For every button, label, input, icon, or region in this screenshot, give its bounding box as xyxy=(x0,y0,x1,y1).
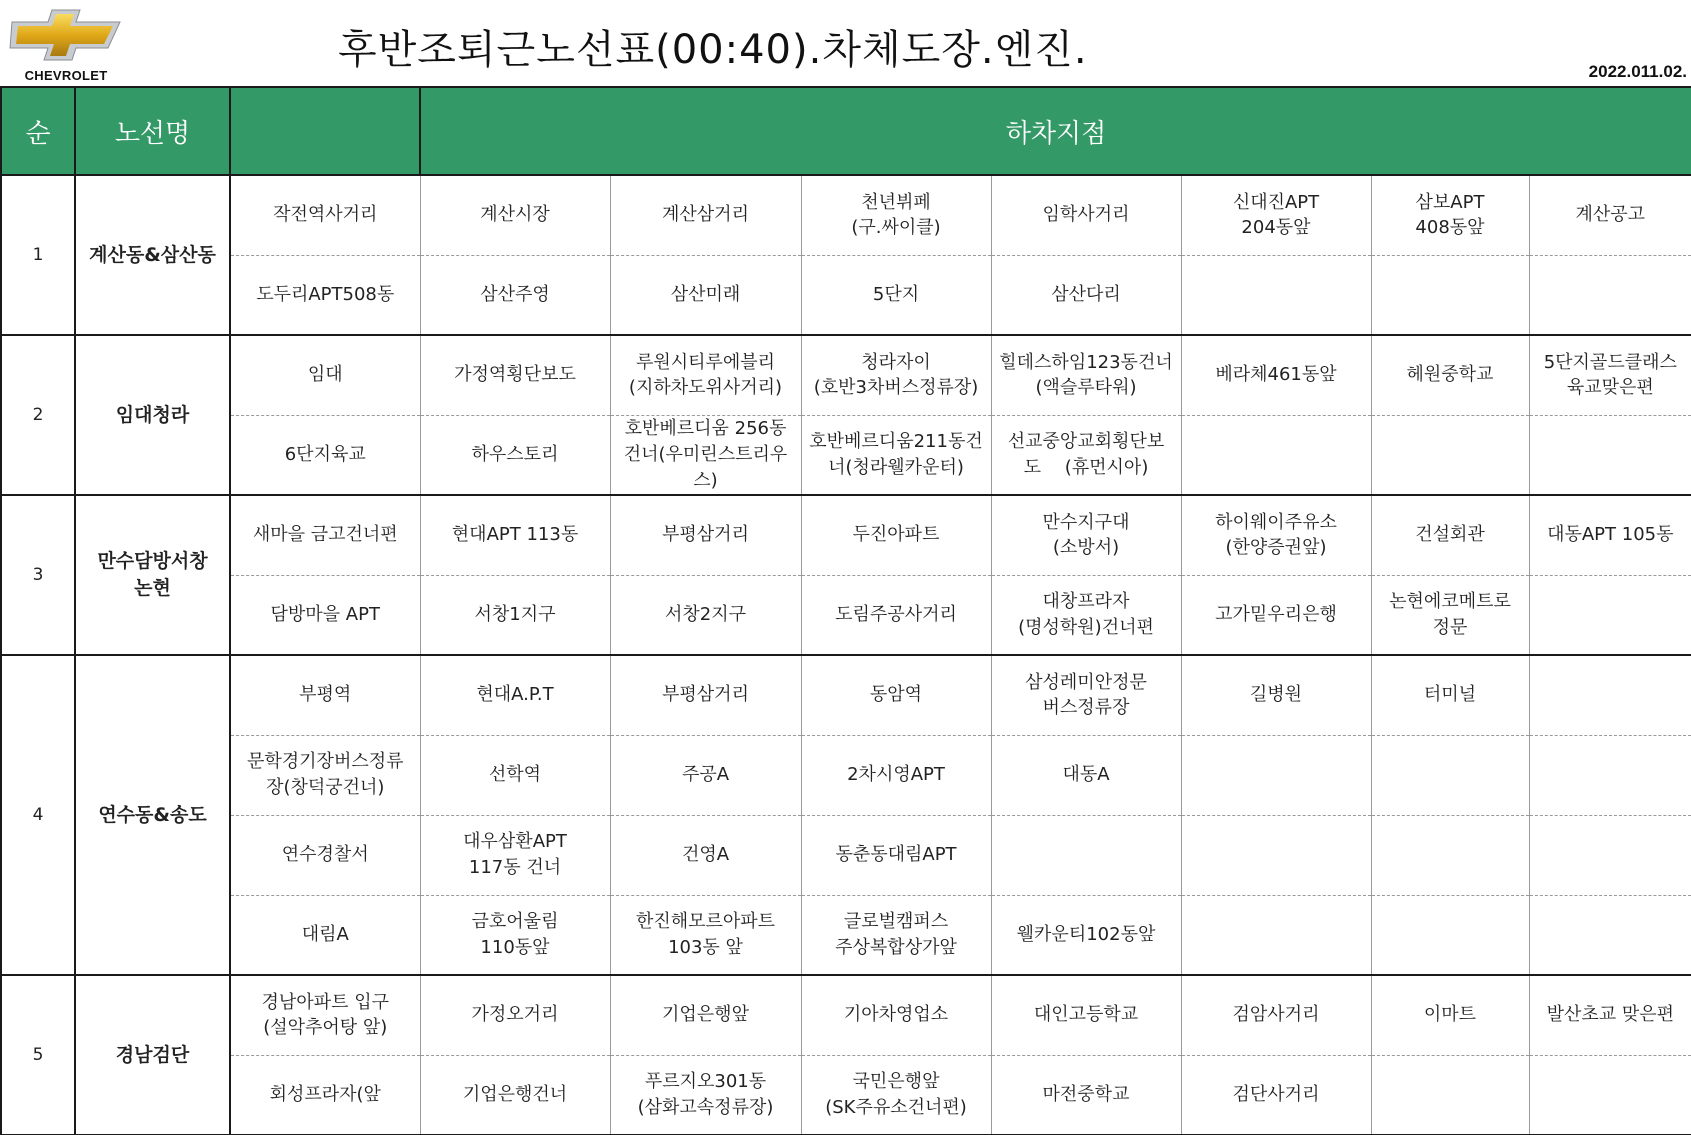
table-row xyxy=(1,255,1691,335)
stop-cell: 이마트 xyxy=(1371,975,1529,1055)
chevrolet-bowtie-icon xyxy=(8,6,124,64)
table-row xyxy=(1,655,1691,735)
stop-cell: 서창1지구 xyxy=(420,575,610,655)
stop-cell xyxy=(1181,735,1371,815)
stop-cell: 고가밑우리은행 xyxy=(1181,575,1371,655)
stop-cell xyxy=(1371,895,1529,975)
stop-cell xyxy=(1529,255,1691,335)
stop-cell: 천년뷔페 (구.싸이클) xyxy=(801,175,991,255)
stop-cell: 신대진APT 204동앞 xyxy=(1181,175,1371,255)
route-number: 3 xyxy=(1,495,75,655)
route-table xyxy=(0,86,1691,1135)
stop-cell: 대동APT 105동 xyxy=(1529,495,1691,575)
route-name: 계산동&삼산동 xyxy=(75,175,230,335)
stop-cell: 한진해모르아파트 103동 앞 xyxy=(610,895,801,975)
stop-cell: 호반베르디움 256동 건너(우미린스트리우 스) xyxy=(610,415,801,495)
table-row xyxy=(1,335,1691,415)
stop-cell: 기아차영업소 xyxy=(801,975,991,1055)
table-row xyxy=(1,1055,1691,1135)
stop-cell: 하우스토리 xyxy=(420,415,610,495)
stop-cell: 삼보APT 408동앞 xyxy=(1371,175,1529,255)
stop-cell: 삼성레미안정문 버스정류장 xyxy=(991,655,1181,735)
table-row xyxy=(1,975,1691,1055)
stop-cell: 청라자이 (호반3차버스정류장) xyxy=(801,335,991,415)
stop-cell: 삼산주영 xyxy=(420,255,610,335)
stop-cell: 하이웨이주유소 (한양증권앞) xyxy=(1181,495,1371,575)
stop-cell: 주공A xyxy=(610,735,801,815)
stop-cell: 회성프라자(앞 xyxy=(230,1055,420,1135)
stop-cell: 만수지구대 (소방서) xyxy=(991,495,1181,575)
table-row xyxy=(1,175,1691,255)
stop-cell: 5단지골드클래스 육교맞은편 xyxy=(1529,335,1691,415)
page-title: 후반조퇴근노선표(00:40).차체도장.엔진. xyxy=(338,27,1088,73)
route-name: 경남검단 xyxy=(75,975,230,1135)
brand-name: CHEVROLET xyxy=(24,68,108,83)
chevrolet-logo xyxy=(2,2,128,86)
header-stops: 하차지점 xyxy=(420,87,1691,175)
table-row xyxy=(1,575,1691,655)
stop-cell: 선교중앙교회횡단보 도 (휴먼시아) xyxy=(991,415,1181,495)
route-name: 임대청라 xyxy=(75,335,230,495)
stop-cell: 터미널 xyxy=(1371,655,1529,735)
stop-cell xyxy=(1181,815,1371,895)
stop-cell xyxy=(1529,575,1691,655)
stop-cell xyxy=(1181,415,1371,495)
stop-cell xyxy=(1529,815,1691,895)
table-row xyxy=(1,495,1691,575)
stop-cell: 현대APT 113동 xyxy=(420,495,610,575)
stop-cell: 논현에코메트로 정문 xyxy=(1371,575,1529,655)
stop-cell: 두진아파트 xyxy=(801,495,991,575)
stop-cell: 푸르지오301동 (삼화고속정류장) xyxy=(610,1055,801,1135)
route-name: 연수동&송도 xyxy=(75,655,230,975)
table-header-row xyxy=(1,87,1691,175)
stop-cell xyxy=(1371,815,1529,895)
stop-cell: 도두리APT508동 xyxy=(230,255,420,335)
route-table-body xyxy=(1,175,1691,1135)
header-num: 순 xyxy=(1,87,75,175)
route-number: 4 xyxy=(1,655,75,975)
table-row xyxy=(1,735,1691,815)
stop-cell: 삼산미래 xyxy=(610,255,801,335)
stop-cell: 대동A xyxy=(991,735,1181,815)
stop-cell: 베라체461동앞 xyxy=(1181,335,1371,415)
route-name: 만수담방서창 논현 xyxy=(75,495,230,655)
stop-cell: 경남아파트 입구 (설악추어탕 앞) xyxy=(230,975,420,1055)
stop-cell: 검암사거리 xyxy=(1181,975,1371,1055)
stop-cell: 담방마을 APT xyxy=(230,575,420,655)
stop-cell: 대림A xyxy=(230,895,420,975)
stop-cell: 작전역사거리 xyxy=(230,175,420,255)
stop-cell: 글로벌캠퍼스 주상복합상가앞 xyxy=(801,895,991,975)
stop-cell: 서창2지구 xyxy=(610,575,801,655)
stop-cell: 가정오거리 xyxy=(420,975,610,1055)
stop-cell xyxy=(1181,895,1371,975)
stop-cell: 건설회관 xyxy=(1371,495,1529,575)
stop-cell: 계산삼거리 xyxy=(610,175,801,255)
stop-cell: 2차시영APT xyxy=(801,735,991,815)
stop-cell: 대우삼환APT 117동 건너 xyxy=(420,815,610,895)
stop-cell xyxy=(1371,255,1529,335)
stop-cell: 루원시티루에블리 (지하차도위사거리) xyxy=(610,335,801,415)
header-blank xyxy=(230,87,420,175)
stop-cell: 부평역 xyxy=(230,655,420,735)
stop-cell: 웰카운티102동앞 xyxy=(991,895,1181,975)
stop-cell: 연수경찰서 xyxy=(230,815,420,895)
stop-cell: 기업은행앞 xyxy=(610,975,801,1055)
header-route: 노선명 xyxy=(75,87,230,175)
stop-cell: 동암역 xyxy=(801,655,991,735)
stop-cell: 임대 xyxy=(230,335,420,415)
stop-cell: 문학경기장버스정류 장(창덕궁건너) xyxy=(230,735,420,815)
route-number: 5 xyxy=(1,975,75,1135)
route-number: 1 xyxy=(1,175,75,335)
stop-cell xyxy=(1529,415,1691,495)
stop-cell: 대창프라자 (명성학원)건너편 xyxy=(991,575,1181,655)
stop-cell: 검단사거리 xyxy=(1181,1055,1371,1135)
stop-cell xyxy=(1371,735,1529,815)
stop-cell: 계산공고 xyxy=(1529,175,1691,255)
stop-cell xyxy=(1529,1055,1691,1135)
stop-cell xyxy=(1371,415,1529,495)
stop-cell: 부평삼거리 xyxy=(610,495,801,575)
stop-cell: 마전중학교 xyxy=(991,1055,1181,1135)
stop-cell: 선학역 xyxy=(420,735,610,815)
stop-cell: 동춘동대림APT xyxy=(801,815,991,895)
stop-cell xyxy=(1181,255,1371,335)
stop-cell: 삼산다리 xyxy=(991,255,1181,335)
stop-cell: 힐데스하임123동건너 (액슬루타워) xyxy=(991,335,1181,415)
stop-cell: 헤원중학교 xyxy=(1371,335,1529,415)
stop-cell xyxy=(1371,1055,1529,1135)
stop-cell: 계산시장 xyxy=(420,175,610,255)
stop-cell: 가정역횡단보도 xyxy=(420,335,610,415)
route-number: 2 xyxy=(1,335,75,495)
stop-cell: 현대A.P.T xyxy=(420,655,610,735)
stop-cell: 부평삼거리 xyxy=(610,655,801,735)
stop-cell: 새마을 금고건너편 xyxy=(230,495,420,575)
stop-cell: 호반베르디움211동건 너(청라웰카운터) xyxy=(801,415,991,495)
stop-cell xyxy=(1529,655,1691,735)
stop-cell: 임학사거리 xyxy=(991,175,1181,255)
stop-cell: 길병원 xyxy=(1181,655,1371,735)
stop-cell: 국민은행앞 (SK주유소건너편) xyxy=(801,1055,991,1135)
document-date: 2022.011.02. xyxy=(1588,62,1687,81)
table-row xyxy=(1,415,1691,495)
stop-cell xyxy=(1529,735,1691,815)
stop-cell: 6단지육교 xyxy=(230,415,420,495)
stop-cell: 건영A xyxy=(610,815,801,895)
stop-cell: 금호어울림 110동앞 xyxy=(420,895,610,975)
table-row xyxy=(1,815,1691,895)
table-row xyxy=(1,895,1691,975)
stop-cell: 기업은행건너 xyxy=(420,1055,610,1135)
stop-cell xyxy=(1529,895,1691,975)
stop-cell: 5단지 xyxy=(801,255,991,335)
stop-cell xyxy=(991,815,1181,895)
stop-cell: 대인고등학교 xyxy=(991,975,1181,1055)
stop-cell: 도림주공사거리 xyxy=(801,575,991,655)
stop-cell: 발산초교 맞은편 xyxy=(1529,975,1691,1055)
